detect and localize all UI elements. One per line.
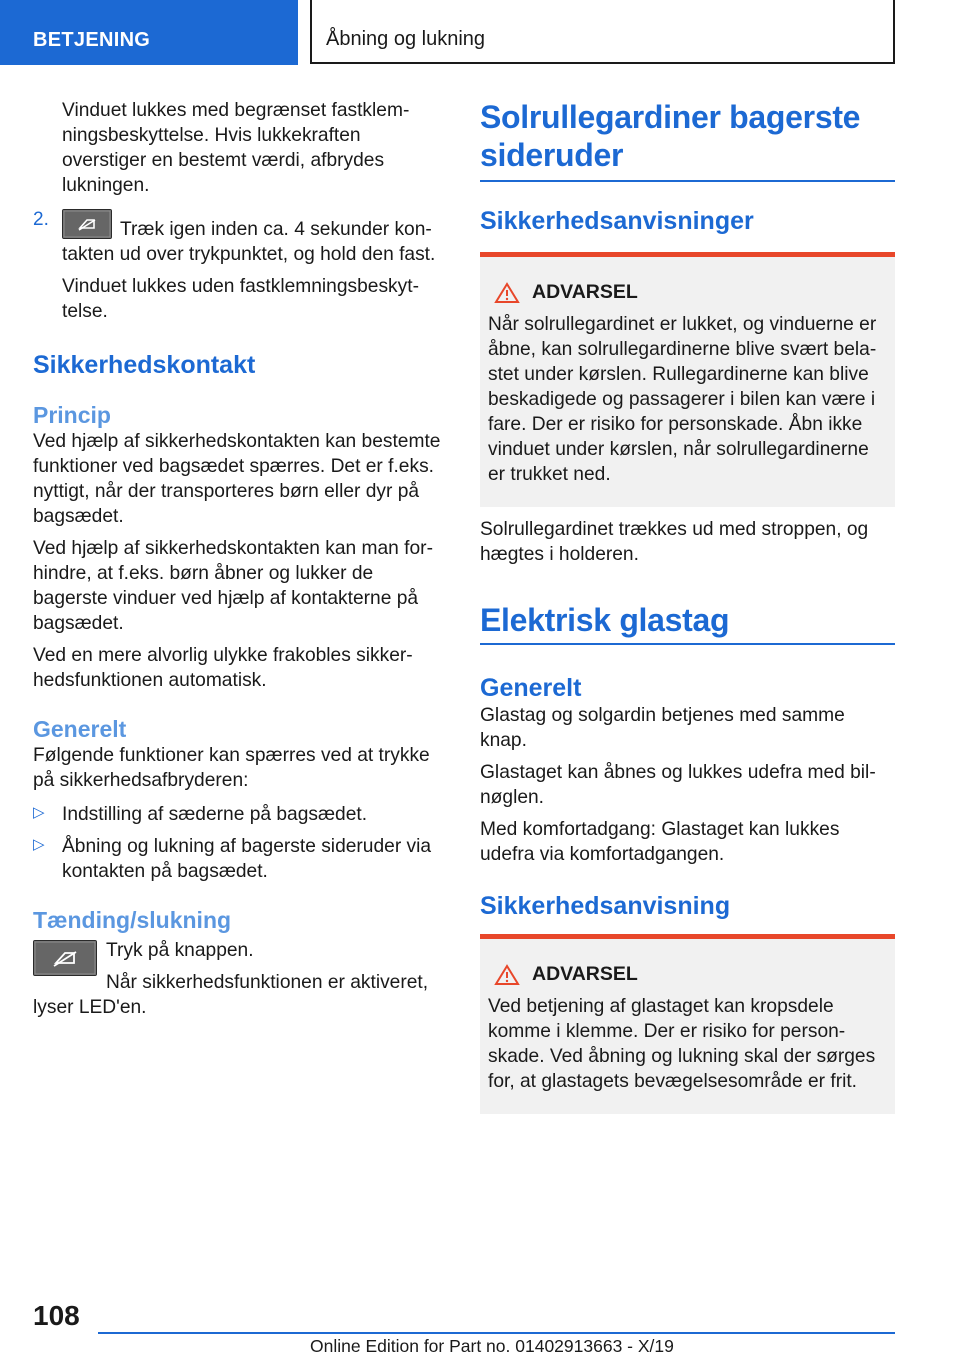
safety-switch-icon: [33, 940, 97, 976]
paragraph-glastag-3: Med komfortadgang: Glastaget kan lukkes udefra via komfortadgangen.: [480, 819, 840, 865]
list-item: ▷ Indstilling af sæderne på bagsædet.: [33, 804, 368, 825]
bullet-triangle-icon: ▷: [33, 836, 45, 853]
warning-text: Når solrullegardinet er lukket, og vinduerne er åbne, kan solrullegardinerne blive svært belastet under kørslen. Rullegardinerne kan blive beskadigede og passagerer i bilen kan være i fare. Der er risiko for personskade. Åbn ikke vinduet under kørslen, når solrullegardinerne er trukket ned.: [488, 314, 877, 485]
title-solrullegardiner: Solrullegardiner bagerste sideruder: [480, 99, 861, 173]
window-switch-icon: [62, 209, 112, 239]
header-section-label: BETJENING: [33, 29, 151, 51]
paragraph-princip-2: Ved hjælp af sikkerhedskontakten kan man forhindre, at f.eks. børn åbner og lukker de bagerste vinduer ved hjælp af kontakterne på bagsædet.: [33, 538, 433, 634]
paragraph-glastag-1: Glastag og solgardin betjenes med samme knap.: [480, 705, 845, 751]
heading-princip: Princip: [33, 402, 111, 428]
step-2-text: Træk igen inden ca. 4 sekunder kontakten ud over trykpunktet, og hold den fast.: [62, 219, 436, 265]
paragraph-window-closing-unlimited: Vinduet lukkes uden fastklemningsbeskyttelse.: [62, 276, 419, 322]
warning-header: [488, 281, 887, 304]
paragraph-glastag-2: Glastaget kan åbnes og lukkes udefra med bilnøglen.: [480, 762, 876, 808]
heading-sikkerhedsanvisning: Sikkerhedsanvisning: [480, 892, 731, 920]
header-chapter-label: Åbning og lukning: [326, 28, 486, 50]
title-rule: [480, 180, 895, 182]
left-column: [33, 98, 449, 1020]
page-number: 108: [33, 1300, 80, 1331]
step-number: 2.: [33, 209, 49, 230]
footer-edition: Online Edition for Part no. 01402913663 - X/19: [310, 1336, 674, 1356]
heading-sikkerhedskontakt: Sikkerhedskontakt: [33, 351, 256, 379]
right-column: [480, 98, 895, 1114]
paragraph-solrullegardin: Solrullegardinet trækkes ud med stroppen, og hægtes i holderen.: [480, 519, 869, 565]
paragraph-princip-3: Ved en mere alvorlig ulykke frakobles sikkerhedsfunktionen automatisk.: [33, 645, 413, 691]
warning-triangle-icon: [494, 282, 520, 304]
warning-triangle-icon: [494, 964, 520, 986]
paragraph-taending-1: Tryk på knappen.: [106, 940, 254, 961]
warning-label: ADVARSEL: [532, 963, 638, 985]
paragraph-taending-2: Når sikkerhedsfunktionen er aktiveret, lyser LED'en.: [33, 972, 429, 1018]
warning-label: ADVARSEL: [532, 281, 638, 303]
heading-generelt-glastag: Generelt: [480, 674, 582, 702]
warning-header: [488, 963, 887, 986]
heading-sikkerhedsanvisninger: Sikkerhedsanvisninger: [480, 207, 754, 235]
heading-taending: Tænding/slukning: [33, 907, 232, 933]
footer-rule: [98, 1332, 895, 1334]
header-chapter-tab: [310, 0, 895, 64]
title-rule: [480, 643, 895, 645]
bullet-triangle-icon: ▷: [33, 804, 45, 821]
header-section-tab: [0, 0, 298, 65]
paragraph-generelt-1: Følgende funktioner kan spærres ved at trykke på sikkerhedsafbryderen:: [33, 745, 430, 791]
paragraph-window-closing-limited: Vinduet lukkes med begrænset fastklemningsbeskyttelse. Hvis lukkekraften overstiger en bestemt værdi, afbrydes lukningen.: [62, 100, 410, 196]
taending-block: [33, 938, 449, 1020]
warning-text: Ved betjening af glastaget kan kropsdele komme i klemme. Der er risiko for personskade. Ved åbning og lukning skal der sørges for, at glastagets bevægelsesområde er frit.: [488, 996, 876, 1092]
step-2: [33, 209, 449, 267]
warning-box-1: [480, 252, 895, 507]
paragraph-princip-1: Ved hjælp af sikkerhedskontakten kan bestemte funktioner ved bagsædet spærres. Det er f.eks. nyttigt, når der transporteres børn eller dyr på bagsædet.: [33, 431, 441, 527]
title-elektrisk-glastag: Elektrisk glastag: [480, 602, 730, 638]
list-item: ▷ Åbning og lukning af bagerste sideruder via kontakten på bagsædet.: [33, 836, 432, 882]
warning-box-2: [480, 934, 895, 1114]
heading-generelt: Generelt: [33, 716, 127, 742]
